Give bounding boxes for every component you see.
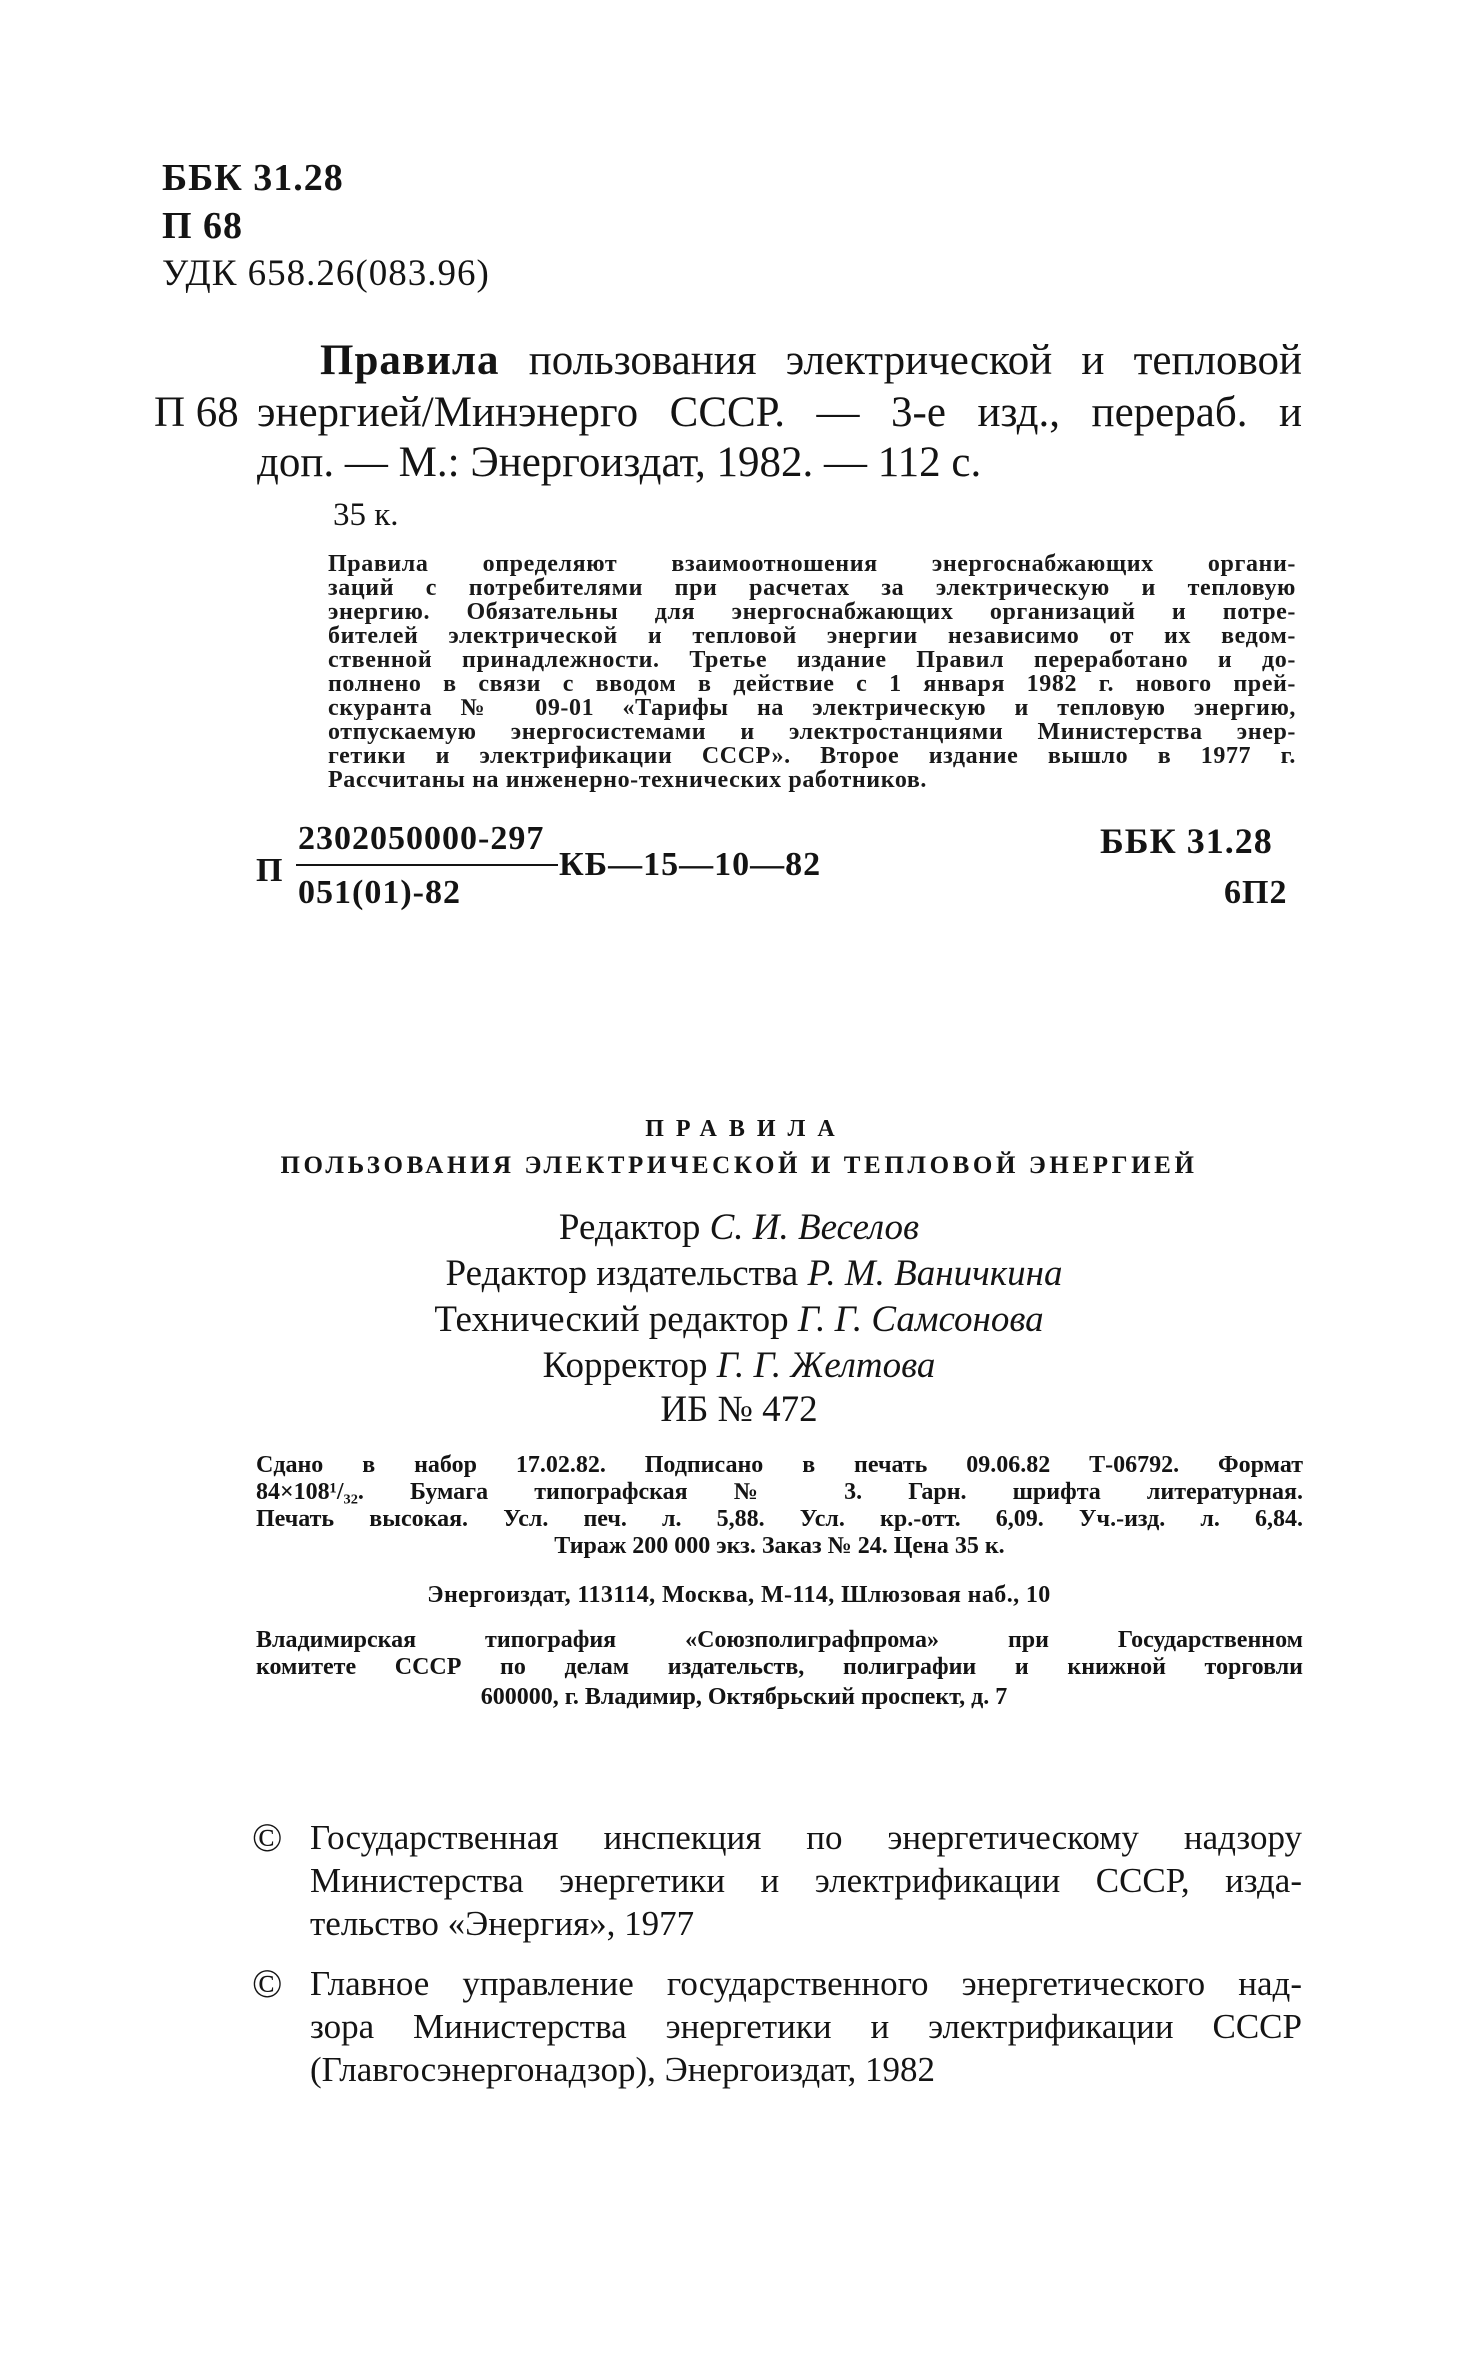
copyright-2	[310, 1962, 1302, 2091]
fraction-bar	[296, 864, 558, 866]
credit-tech-editor	[0, 1296, 1478, 1344]
imprint-line: Печать высокая. Усл. печ. л. 5,88. Усл. кр.-отт. 6,09. Уч.-изд. л. 6,84.	[256, 1506, 1303, 1532]
credit-role: Редактор издательства	[445, 1253, 799, 1294]
entry-mark: П 68	[154, 389, 239, 436]
annotation-line: энергию. Обязательны для энергоснабжающих организаций и потре-	[328, 599, 1296, 625]
credit-role: Технический редактор	[434, 1299, 789, 1340]
entry-line-3: доп. — М.: Энергоиздат, 1982. — 112 с.	[257, 439, 982, 486]
copyright-line: (Главгосэнергонадзор), Энергоиздат, 1982	[310, 2050, 936, 2089]
catalog-numerator: 2302050000-297	[298, 820, 545, 857]
annotation-line: отпускаемую энергосистемами и электростанциями Министерства энер-	[328, 719, 1296, 745]
imprint-line: 84×108¹/₃₂. Бумага типографская № 3. Гарн. шрифта литературная.	[256, 1479, 1303, 1505]
credit-name: Г. Г. Желтова	[716, 1345, 936, 1386]
ib-number: ИБ № 472	[660, 1389, 818, 1430]
catalog-index: 6П2	[1224, 874, 1288, 911]
imprint-line: Тираж 200 000 экз. Заказ № 24. Цена 35 к.	[554, 1533, 1005, 1559]
printer-line: комитете СССР по делам издательств, полиграфии и книжной торговли	[256, 1654, 1303, 1680]
annotation-line: скуранта № 09-01 «Тарифы на электрическую и тепловую энергию,	[328, 695, 1296, 721]
annotation-line: заций с потребителями при расчетах за электрическую и тепловую	[328, 575, 1296, 601]
credit-publisher-editor	[0, 1250, 1478, 1298]
printer-line: Владимирская типография «Союзполиграфпрома» при Государственном	[256, 1627, 1303, 1653]
copyright-1	[310, 1816, 1302, 1945]
copyright-line: Государственная инспекция по энергетическому надзору	[310, 1818, 1302, 1857]
entry-line-2: энергией/Минэнерго СССР. — 3-е изд., перераб. и	[257, 389, 1302, 436]
copyright-icon: ©	[252, 1815, 283, 1860]
catalog-bbk: ББК 31.28	[1100, 821, 1273, 861]
udk-code: УДК 658.26(083.96)	[162, 253, 490, 294]
entry-line-1-rest: пользования электрической и тепловой	[528, 337, 1302, 384]
entry-title: Правила	[320, 337, 500, 384]
catalog-series: КБ—15—10—82	[559, 846, 822, 883]
entry-line-1	[320, 334, 1302, 388]
annotation-line: Правила определяют взаимоотношения энергоснабжающих органи-	[328, 551, 1296, 577]
imprint-line: Сдано в набор 17.02.82. Подписано в печать 09.06.82 Т-06792. Формат	[256, 1452, 1303, 1478]
imprint	[256, 1452, 1303, 1560]
annotation	[328, 552, 1296, 792]
catalog-denominator: 051(01)-82	[298, 874, 461, 911]
book-subheading: ПОЛЬЗОВАНИЯ ЭЛЕКТРИЧЕСКОЙ И ТЕПЛОВОЙ ЭНЕРГИЕЙ	[280, 1152, 1198, 1179]
annotation-line: гетики и электрификации СССР». Второе издание вышло в 1977 г.	[328, 743, 1296, 769]
credit-role: Редактор	[558, 1207, 701, 1248]
catalog-prefix: П	[256, 852, 284, 889]
printer	[256, 1627, 1303, 1681]
entry-price: 35 к.	[333, 497, 399, 533]
copyright-line: тельство «Энергия», 1977	[310, 1904, 695, 1943]
credit-name: С. И. Веселов	[709, 1207, 920, 1248]
copyright-line: зора Министерства энергетики и электрификации СССР	[310, 2007, 1302, 2046]
copyright-line: Главное управление государственного энергетического над-	[310, 1964, 1302, 2003]
credit-editor	[0, 1204, 1478, 1252]
author-mark: П 68	[162, 205, 244, 247]
copyright-icon: ©	[252, 1961, 283, 2006]
credit-name: Г. Г. Самсонова	[797, 1299, 1044, 1340]
printer-address: 600000, г. Владимир, Октябрьский проспект, д. 7	[480, 1684, 1008, 1710]
annotation-line: бителей электрической и тепловой энергии независимо от их ведом-	[328, 623, 1296, 649]
credit-proofreader	[0, 1342, 1478, 1390]
annotation-line: ственной принадлежности. Третье издание Правил переработано и до-	[328, 647, 1296, 673]
credit-role: Корректор	[542, 1345, 708, 1386]
bbk-code: ББК 31.28	[162, 157, 344, 199]
publisher-address: Энергоиздат, 113114, Москва, М-114, Шлюзовая наб., 10	[427, 1582, 1051, 1608]
book-heading: ПРАВИЛА	[645, 1116, 847, 1142]
annotation-line: Рассчитаны на инженерно-технических работников.	[328, 767, 928, 793]
copyright-line: Министерства энергетики и электрификации СССР, изда-	[310, 1861, 1302, 1900]
credit-name: Р. М. Ваничкина	[807, 1253, 1063, 1294]
annotation-line: полнено в связи с вводом в действие с 1 января 1982 г. нового прей-	[328, 671, 1296, 697]
